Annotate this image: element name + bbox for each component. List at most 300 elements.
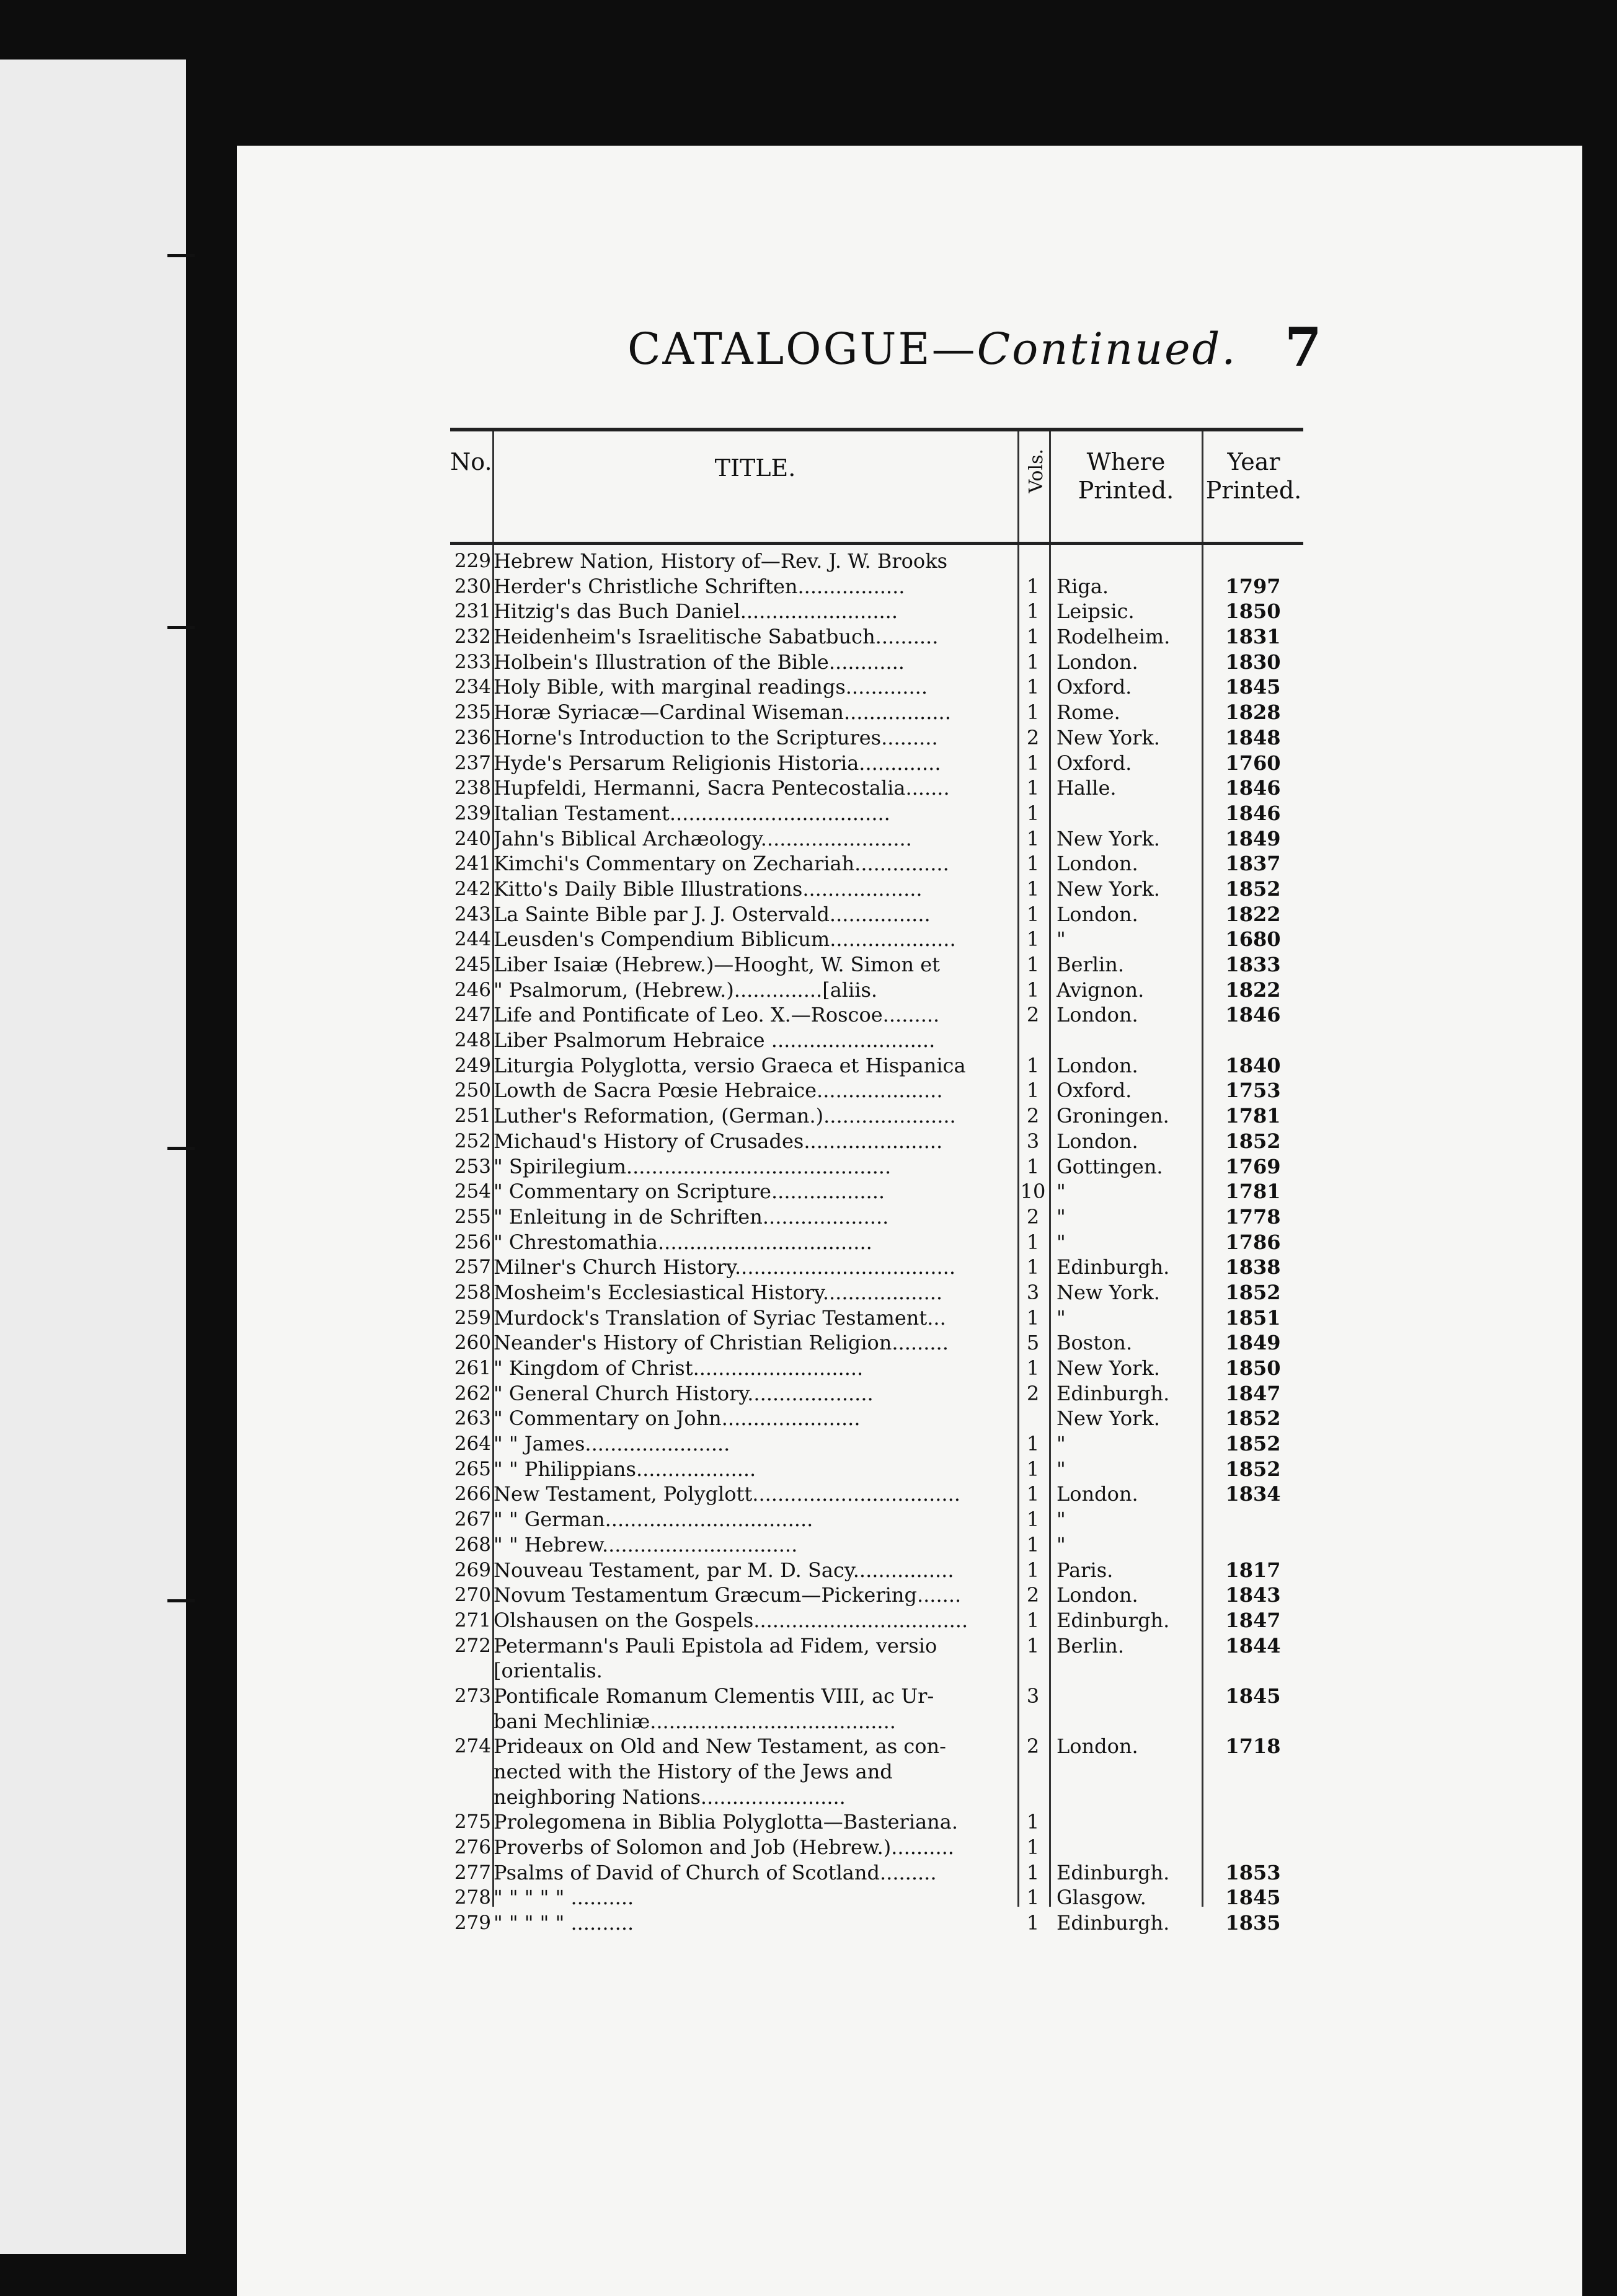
entry-volumes: 1: [1026, 700, 1040, 725]
entry-number: 267: [454, 1508, 491, 1531]
entry-place: New York.: [1057, 826, 1160, 850]
entry-place: London.: [1057, 902, 1138, 926]
entry-place: Boston.: [1057, 1331, 1133, 1355]
entry-title: Novum Testamentum Græcum—Pickering.......: [494, 1583, 962, 1607]
entry-place: ": [1057, 1305, 1066, 1330]
entry-number: 266: [454, 1483, 491, 1506]
entry-title: " " Philippians...................: [494, 1457, 756, 1481]
entry-number: 271: [454, 1609, 491, 1631]
table-top-rule: [450, 428, 1303, 431]
entry-volumes: 1: [1026, 953, 1040, 976]
entry-title: Prolegomena in Biblia Polyglotta—Basteriana.: [494, 1810, 958, 1834]
entry-volumes: 1: [1026, 978, 1040, 1002]
entry-place: Riga.: [1057, 574, 1109, 598]
table-row: [450, 1179, 1303, 1204]
entry-place: Avignon.: [1057, 978, 1145, 1002]
entry-number: 268: [454, 1533, 491, 1556]
entry-year: 1837: [1225, 852, 1281, 876]
entry-year: 1786: [1225, 1230, 1281, 1254]
entry-title: " Commentary on Scripture..................: [494, 1180, 885, 1204]
entry-volumes: 1: [1026, 1558, 1040, 1582]
entry-place: New York.: [1057, 1280, 1160, 1304]
entry-year: 1781: [1225, 1180, 1281, 1204]
entry-title: Jahn's Biblical Archæology........................: [494, 826, 912, 850]
table-row: [450, 1204, 1303, 1230]
table-row: [450, 1053, 1303, 1079]
table-row: [450, 1381, 1303, 1406]
entry-number: 251: [454, 1105, 491, 1128]
table-row: [450, 751, 1303, 776]
entry-place: Halle.: [1057, 776, 1117, 800]
entry-place: ": [1057, 1230, 1066, 1254]
table-row: [450, 1078, 1303, 1103]
entry-place: London.: [1057, 650, 1138, 674]
entry-place: Glasgow.: [1057, 1886, 1146, 1910]
entry-title: " " German.................................: [494, 1508, 813, 1532]
entry-volumes: 1: [1026, 876, 1040, 901]
entry-number: 248: [454, 1029, 491, 1052]
table-row: [450, 599, 1303, 624]
entry-place: Edinburgh.: [1057, 1381, 1170, 1405]
entry-place: Gottingen.: [1057, 1154, 1163, 1178]
table-row: [450, 1835, 1303, 1860]
entry-place: New York.: [1057, 1406, 1160, 1431]
entry-volumes: 1: [1026, 852, 1040, 876]
entry-number: 242: [454, 877, 491, 900]
entry-volumes: 1: [1026, 650, 1040, 674]
entry-place: Berlin.: [1057, 1633, 1124, 1658]
entry-volumes: 2: [1026, 1104, 1040, 1128]
entry-title: Milner's Church History...................................: [494, 1255, 955, 1279]
entry-title: Lowth de Sacra Pœsie Hebraice....................: [494, 1079, 943, 1103]
entry-year: 1835: [1225, 1911, 1281, 1935]
binding-tick: [167, 626, 195, 629]
entry-year: 1781: [1225, 1104, 1281, 1128]
table-row: [450, 700, 1303, 725]
entry-volumes: 1: [1026, 675, 1040, 699]
entry-place: ": [1057, 1204, 1066, 1229]
entry-title: Heidenheim's Israelitische Sabatbuch..........: [494, 625, 939, 649]
entry-number: 247: [454, 1004, 491, 1027]
entry-place: Oxford.: [1057, 1079, 1132, 1103]
entry-year: 1846: [1225, 1003, 1281, 1027]
table-row: [450, 1431, 1303, 1457]
entry-number: 237: [454, 751, 491, 774]
entry-volumes: 1: [1026, 1633, 1040, 1658]
header-no: No.: [450, 448, 492, 475]
entry-year: 1840: [1225, 1053, 1281, 1077]
entry-title: Petermann's Pauli Epistola ad Fidem, versio [orientalis.: [494, 1633, 937, 1683]
table-row: [450, 624, 1303, 650]
entry-place: Berlin.: [1057, 953, 1124, 976]
entry-volumes: 1: [1026, 1079, 1040, 1103]
table-row: [450, 927, 1303, 952]
entry-title: Herder's Christliche Schriften.................: [494, 574, 905, 598]
entry-number: 265: [454, 1457, 491, 1480]
entry-title: " " " " " ..........: [494, 1911, 634, 1935]
entry-title: Liturgia Polyglotta, versio Graeca et Hispanica: [494, 1053, 966, 1077]
table-row: [450, 1154, 1303, 1180]
entry-title: Holy Bible, with marginal readings.............: [494, 675, 928, 699]
entry-title: Hitzig's das Buch Daniel.........................: [494, 599, 898, 624]
entry-number: 277: [454, 1861, 491, 1884]
table-row: [450, 851, 1303, 876]
entry-number: 239: [454, 801, 491, 824]
entry-volumes: 1: [1026, 1053, 1040, 1077]
table-row: [450, 650, 1303, 675]
entry-place: London.: [1057, 1003, 1138, 1027]
entry-place: Edinburgh.: [1057, 1860, 1170, 1884]
entry-number: 260: [454, 1331, 491, 1354]
entry-volumes: 1: [1026, 1432, 1040, 1456]
entry-volumes: 1: [1026, 776, 1040, 800]
table-body: [450, 549, 1303, 1936]
table-row: [450, 978, 1303, 1003]
entry-title: Kitto's Daily Bible Illustrations...................: [494, 876, 923, 901]
table-row: [450, 1103, 1303, 1129]
table-row: [450, 1885, 1303, 1910]
entry-volumes: 1: [1026, 751, 1040, 775]
header-year-printed: Year Printed.: [1205, 448, 1302, 504]
entry-number: 236: [454, 726, 491, 749]
entry-volumes: 1: [1026, 1532, 1040, 1556]
header-title: TITLE.: [714, 454, 796, 482]
entry-title: Holbein's Illustration of the Bible............: [494, 650, 905, 674]
entry-volumes: 2: [1026, 1734, 1040, 1759]
entry-number: 240: [454, 827, 491, 850]
entry-title: " Psalmorum, (Hebrew.)..............[aliis.: [494, 978, 878, 1002]
entry-volumes: 2: [1026, 725, 1040, 749]
entry-year: 1847: [1225, 1608, 1281, 1632]
entry-number: 263: [454, 1407, 491, 1430]
entry-year: 1831: [1225, 625, 1281, 649]
entry-volumes: 1: [1026, 1508, 1040, 1532]
entry-number: 233: [454, 650, 491, 673]
entry-volumes: 3: [1026, 1684, 1040, 1708]
entry-year: 1817: [1225, 1558, 1281, 1582]
table-row: [450, 1002, 1303, 1028]
entry-year: 1852: [1225, 1280, 1281, 1304]
entry-number: 269: [454, 1558, 491, 1581]
entry-number: 257: [454, 1256, 491, 1279]
entry-place: ": [1057, 1532, 1066, 1556]
entry-year: 1852: [1225, 1406, 1281, 1431]
table-row: [450, 1860, 1303, 1886]
entry-number: 243: [454, 903, 491, 925]
entry-title: " Commentary on John......................: [494, 1406, 861, 1431]
entry-volumes: 1: [1026, 1911, 1040, 1935]
entry-title: Leusden's Compendium Biblicum....................: [494, 927, 956, 952]
entry-title: " " James.......................: [494, 1432, 730, 1456]
table-row: [450, 952, 1303, 978]
entry-volumes: 1: [1026, 927, 1040, 952]
entry-title: Liber Psalmorum Hebraice ..........................: [494, 1028, 936, 1053]
entry-year: 1849: [1225, 826, 1281, 850]
entry-year: 1847: [1225, 1381, 1281, 1405]
entry-volumes: 1: [1026, 1835, 1040, 1860]
binding-tick: [167, 1147, 195, 1150]
entry-place: ": [1057, 1180, 1066, 1204]
entry-number: 273: [454, 1684, 491, 1707]
table-row: [450, 1809, 1303, 1835]
entry-year: 1760: [1225, 751, 1281, 775]
table-row: [450, 1457, 1303, 1482]
entry-number: 230: [454, 575, 491, 598]
entry-year: 1833: [1225, 953, 1281, 976]
entry-year: 1849: [1225, 1331, 1281, 1355]
entry-title: Murdock's Translation of Syriac Testament...: [494, 1305, 946, 1330]
entry-number: 272: [454, 1634, 491, 1657]
table-row: [450, 902, 1303, 927]
entry-title: Horne's Introduction to the Scriptures.........: [494, 725, 938, 749]
entry-year: 1845: [1225, 1684, 1281, 1708]
entry-number: 234: [454, 676, 491, 699]
running-title-sub: Continued.: [977, 324, 1238, 374]
entry-place: Oxford.: [1057, 675, 1132, 699]
table-row: [450, 1330, 1303, 1356]
column-headers: [450, 436, 1303, 545]
entry-title: " General Church History....................: [494, 1381, 874, 1405]
adjacent-page-edge: [0, 60, 186, 2254]
table-row: [450, 1583, 1303, 1608]
entry-place: Leipsic.: [1057, 599, 1135, 624]
entry-volumes: 2: [1026, 1381, 1040, 1405]
entry-volumes: 1: [1026, 1457, 1040, 1481]
entry-year: 1680: [1225, 927, 1281, 952]
entry-place: Edinburgh.: [1057, 1608, 1170, 1632]
entry-title: Olshausen on the Gospels..................................: [494, 1608, 968, 1632]
entry-place: London.: [1057, 1482, 1138, 1506]
entry-place: Groningen.: [1057, 1104, 1169, 1128]
entry-title: Psalms of David of Church of Scotland.........: [494, 1860, 937, 1884]
table-row: [450, 549, 1303, 574]
table-row: [450, 1356, 1303, 1381]
entry-place: London.: [1057, 1053, 1138, 1077]
entry-number: 278: [454, 1886, 491, 1909]
entry-number: 256: [454, 1230, 491, 1253]
entry-number: 276: [454, 1836, 491, 1859]
entry-volumes: 2: [1026, 1583, 1040, 1607]
entry-year: 1848: [1225, 725, 1281, 749]
entry-place: ": [1057, 1432, 1066, 1456]
entry-volumes: 1: [1026, 1255, 1040, 1279]
table-row: [450, 1230, 1303, 1255]
entry-volumes: 1: [1026, 801, 1040, 825]
entry-volumes: 1: [1026, 1860, 1040, 1884]
entry-volumes: 2: [1026, 1003, 1040, 1027]
entry-year: 1843: [1225, 1583, 1281, 1607]
entry-place: Edinburgh.: [1057, 1911, 1170, 1935]
entry-year: 1797: [1225, 574, 1281, 598]
entry-volumes: 1: [1026, 1810, 1040, 1834]
entry-year: 1778: [1225, 1204, 1281, 1229]
table-row: [450, 876, 1303, 902]
binding-tick: [167, 1599, 195, 1602]
table-row: [450, 1028, 1303, 1053]
entry-number: 244: [454, 928, 491, 951]
entry-number: 245: [454, 953, 491, 976]
entry-volumes: 3: [1026, 1280, 1040, 1304]
entry-year: 1852: [1225, 1457, 1281, 1481]
table-row: [450, 1129, 1303, 1154]
table-row: [450, 1255, 1303, 1280]
entry-number: 232: [454, 625, 491, 648]
entry-title: Neander's History of Christian Religion.........: [494, 1331, 949, 1355]
table-row: [450, 826, 1303, 852]
header-where-printed: Where Printed.: [1078, 448, 1174, 504]
entry-year: 1834: [1225, 1482, 1281, 1506]
entry-volumes: 1: [1026, 625, 1040, 649]
entry-year: 1851: [1225, 1305, 1281, 1330]
entry-number: 252: [454, 1129, 491, 1152]
entry-volumes: 1: [1026, 1230, 1040, 1254]
entry-year: 1850: [1225, 599, 1281, 624]
entry-year: 1718: [1225, 1734, 1281, 1759]
entry-title: Life and Pontificate of Leo. X.—Roscoe.........: [494, 1003, 940, 1027]
page-header: [627, 316, 1322, 384]
entry-volumes: 1: [1026, 902, 1040, 926]
table-row: [450, 674, 1303, 700]
entry-number: 259: [454, 1306, 491, 1329]
entry-place: Paris.: [1057, 1558, 1114, 1582]
page-number: 7: [1285, 316, 1322, 379]
entry-volumes: 1: [1026, 1154, 1040, 1178]
table-row: [450, 1558, 1303, 1583]
table-row: [450, 1280, 1303, 1305]
entry-place: New York.: [1057, 1356, 1160, 1380]
entry-year: 1846: [1225, 801, 1281, 825]
entry-title: Hyde's Persarum Religionis Historia.............: [494, 751, 941, 775]
entry-title: " Chrestomathia..................................: [494, 1230, 872, 1254]
entry-year: 1828: [1225, 700, 1281, 725]
entry-place: ": [1057, 1457, 1066, 1481]
table-row: [450, 775, 1303, 801]
entry-place: Oxford.: [1057, 751, 1132, 775]
entry-place: ": [1057, 1508, 1066, 1532]
table-row: [450, 1734, 1303, 1809]
running-title: [627, 324, 1238, 374]
entry-year: 1753: [1225, 1079, 1281, 1103]
table-row: [450, 1910, 1303, 1936]
entry-number: 246: [454, 978, 491, 1001]
entry-volumes: 1: [1026, 1608, 1040, 1632]
entry-volumes: 1: [1026, 574, 1040, 598]
entry-year: 1853: [1225, 1860, 1281, 1884]
entry-volumes: 5: [1026, 1331, 1040, 1355]
entry-place: ": [1057, 927, 1066, 952]
entry-year: 1852: [1225, 1432, 1281, 1456]
entry-year: 1852: [1225, 1129, 1281, 1153]
entry-title: Proverbs of Solomon and Job (Hebrew.)..........: [494, 1835, 954, 1860]
entry-volumes: 3: [1026, 1129, 1040, 1153]
entry-year: 1838: [1225, 1255, 1281, 1279]
entry-title: Hupfeldi, Hermanni, Sacra Pentecostalia.......: [494, 776, 950, 800]
entry-volumes: 2: [1026, 1204, 1040, 1229]
catalogue-table: [450, 428, 1303, 1935]
entry-place: London.: [1057, 1583, 1138, 1607]
entry-year: 1822: [1225, 978, 1281, 1002]
table-row: [450, 1684, 1303, 1734]
entry-number: 231: [454, 600, 491, 623]
entry-place: Edinburgh.: [1057, 1255, 1170, 1279]
entry-volumes: 1: [1026, 1886, 1040, 1910]
table-row: [450, 1305, 1303, 1331]
entry-number: 274: [454, 1735, 491, 1758]
entry-title: Italian Testament...................................: [494, 801, 890, 825]
entry-number: 255: [454, 1205, 491, 1228]
table-row: [450, 1481, 1303, 1507]
entry-title: La Sainte Bible par J. J. Ostervald................: [494, 902, 931, 926]
entry-number: 253: [454, 1155, 491, 1178]
entry-title: Nouveau Testament, par M. D. Sacy................: [494, 1558, 954, 1582]
entry-number: 264: [454, 1433, 491, 1455]
entry-place: London.: [1057, 1734, 1138, 1759]
entry-place: Rome.: [1057, 700, 1120, 725]
entry-volumes: 1: [1026, 1305, 1040, 1330]
entry-place: New York.: [1057, 876, 1160, 901]
entry-year: 1852: [1225, 876, 1281, 901]
entry-place: New York.: [1057, 725, 1160, 749]
entry-title: Mosheim's Ecclesiastical History...................: [494, 1280, 943, 1304]
entry-title: Michaud's History of Crusades......................: [494, 1129, 943, 1153]
table-row: [450, 725, 1303, 751]
entry-volumes: 10: [1020, 1180, 1046, 1204]
entry-number: 279: [454, 1912, 491, 1935]
table-row: [450, 574, 1303, 599]
entry-number: 262: [454, 1382, 491, 1405]
entry-title: Horæ Syriacæ—Cardinal Wiseman.................: [494, 700, 951, 725]
entry-number: 238: [454, 777, 491, 800]
entry-title: " " Hebrew...............................: [494, 1532, 798, 1556]
entry-place: Rodelheim.: [1057, 625, 1171, 649]
entry-title: " " " " " ..........: [494, 1886, 634, 1910]
entry-number: 250: [454, 1079, 491, 1102]
header-vols: Vols.: [1026, 449, 1047, 493]
entry-title: Hebrew Nation, History of—Rev. J. W. Brooks: [494, 549, 947, 573]
entry-number: 241: [454, 852, 491, 875]
entry-number: 235: [454, 701, 491, 724]
entry-year: 1769: [1225, 1154, 1281, 1178]
table-row: [450, 801, 1303, 826]
entry-title: " Kingdom of Christ...........................: [494, 1356, 864, 1380]
entry-title: " Spirilegium..........................................: [494, 1154, 892, 1178]
entry-title: " Enleitung in de Schriften....................: [494, 1204, 889, 1229]
binding-tick: [167, 254, 195, 257]
entry-number: 275: [454, 1811, 491, 1834]
table-row: [450, 1406, 1303, 1431]
table-row: [450, 1532, 1303, 1558]
entry-volumes: 1: [1026, 599, 1040, 624]
entry-volumes: 1: [1026, 1356, 1040, 1380]
entry-number: 249: [454, 1054, 491, 1077]
entry-title: New Testament, Polyglott.................................: [494, 1482, 960, 1506]
entry-place: London.: [1057, 852, 1138, 876]
table-row: [450, 1633, 1303, 1684]
entry-title: Kimchi's Commentary on Zechariah...............: [494, 852, 949, 876]
entry-title: Prideaux on Old and New Testament, as con- nected with the History of the Jews and neighboring Nations.......................: [494, 1734, 946, 1809]
entry-year: 1844: [1225, 1633, 1281, 1658]
table-row: [450, 1608, 1303, 1633]
entry-year: 1850: [1225, 1356, 1281, 1380]
entry-year: 1830: [1225, 650, 1281, 674]
entry-volumes: 1: [1026, 1482, 1040, 1506]
entry-title: Liber Isaiæ (Hebrew.)—Hooght, W. Simon et: [494, 953, 941, 976]
running-title-main: CATALOGUE—: [627, 324, 977, 374]
entry-year: 1822: [1225, 902, 1281, 926]
entry-volumes: 1: [1026, 826, 1040, 850]
entry-title: Luther's Reformation, (German.).....................: [494, 1104, 956, 1128]
entry-year: 1845: [1225, 1886, 1281, 1910]
